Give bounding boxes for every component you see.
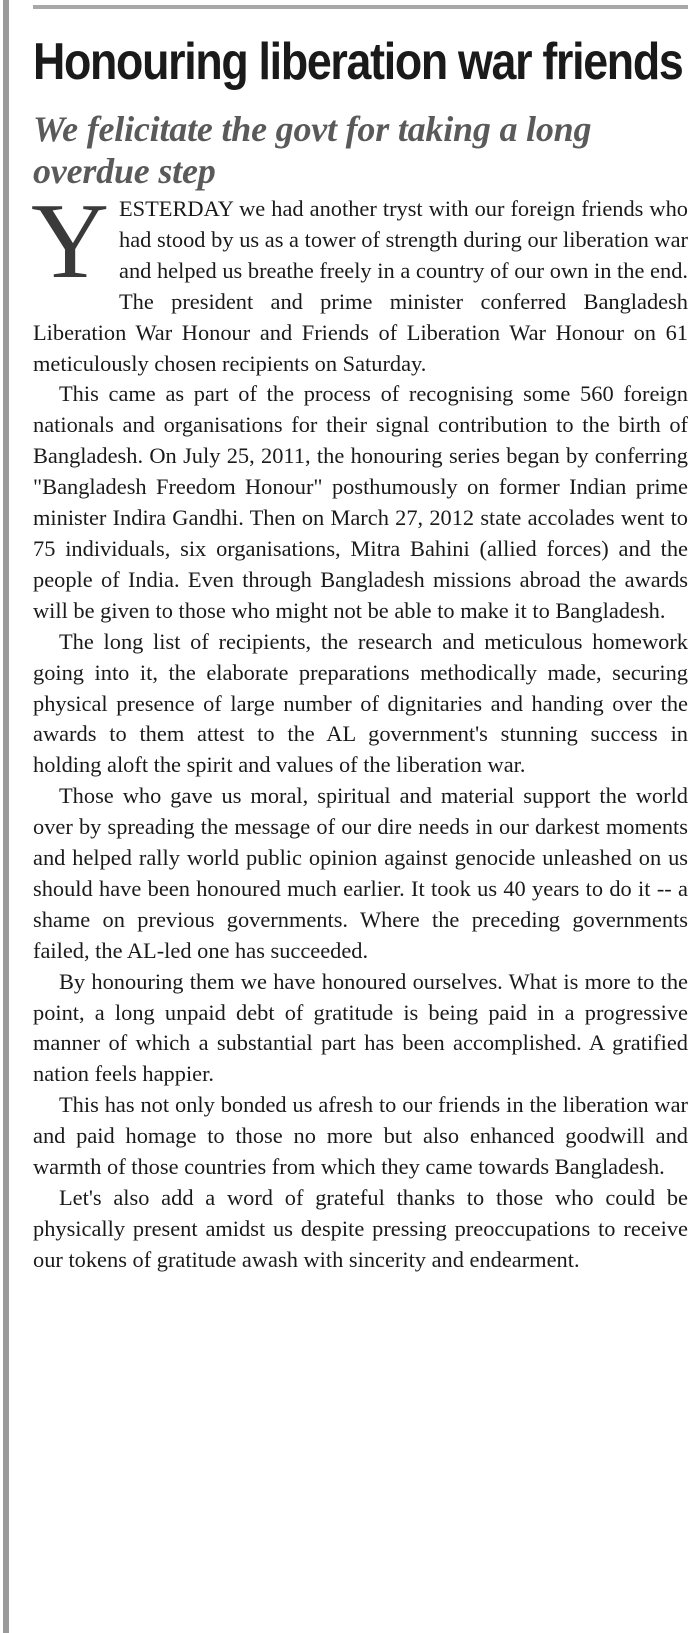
paragraph-6: This has not only bonded us afresh to our friends in the liberation war and paid homage to those no more but also enhanced goodwill and warmth of those countries from which they came towards Bangladesh. <box>33 1092 688 1180</box>
top-rule <box>33 5 688 9</box>
paragraph-3: The long list of recipients, the research and meticulous homework going into it, the elaborate preparations methodically made, securing physical presence of large number of dignitaries and handing over the awards to them attest to the AL government's stunning success in holding aloft the spirit and values of the liberation war. <box>33 628 688 778</box>
drop-cap: Y <box>31 182 109 301</box>
paragraph-1-text: ESTERDAY we had another tryst with our foreign friends who had stood by us as a tower of strength during our liberation war and helped us breathe freely in a country of our own in the end. The president and prime minister conferred Bangladesh Liberation War Honour and Friends of Liberation War Honour on 61 meticulously chosen recipients on Saturday. <box>33 196 688 376</box>
headline: Honouring liberation war friends <box>33 33 683 91</box>
editorial-article <box>33 20 688 1276</box>
paragraph-2: This came as part of the process of recognising some 560 foreign nationals and organisations for their signal contribution to the birth of Bangladesh. On July 25, 2011, the honouring series began by conferring "Bangladesh Freedom Honour" posthumously on former Indian prime minister Indira Gandhi. Then on March 27, 2012 state accolades went to 75 individuals, six organisations, Mitra Bahini (allied forces) and the people of India. Even through Bangladesh missions abroad the awards will be given to those who might not be able to make it to Bangladesh. <box>33 381 688 623</box>
paragraph-4: Those who gave us moral, spiritual and material support the world over by spreading the message of our dire needs in our darkest moments and helped rally world public opinion against genocide unleashed on us should have been honoured much earlier. It took us 40 years to do it -- a shame on previous governments. Where the preceding governments failed, the AL-led one has succeeded. <box>33 783 688 963</box>
paragraph-7: Let's also add a word of grateful thanks to those who could be physically present amidst us despite pressing preoccupations to receive our tokens of gratitude awash with sincerity and endearment. <box>33 1185 688 1272</box>
subheadline: We felicitate the govt for taking a long overdue step <box>33 109 592 191</box>
left-column-rule <box>3 0 9 1633</box>
paragraph-1 <box>31 182 688 379</box>
article-body <box>31 182 688 1276</box>
paragraph-5: By honouring them we have honoured ourselves. What is more to the point, a long unpaid debt of gratitude is being paid in a progressive manner of which a substantial part has been accomplished. A gratified nation feels happier. <box>33 968 688 1087</box>
